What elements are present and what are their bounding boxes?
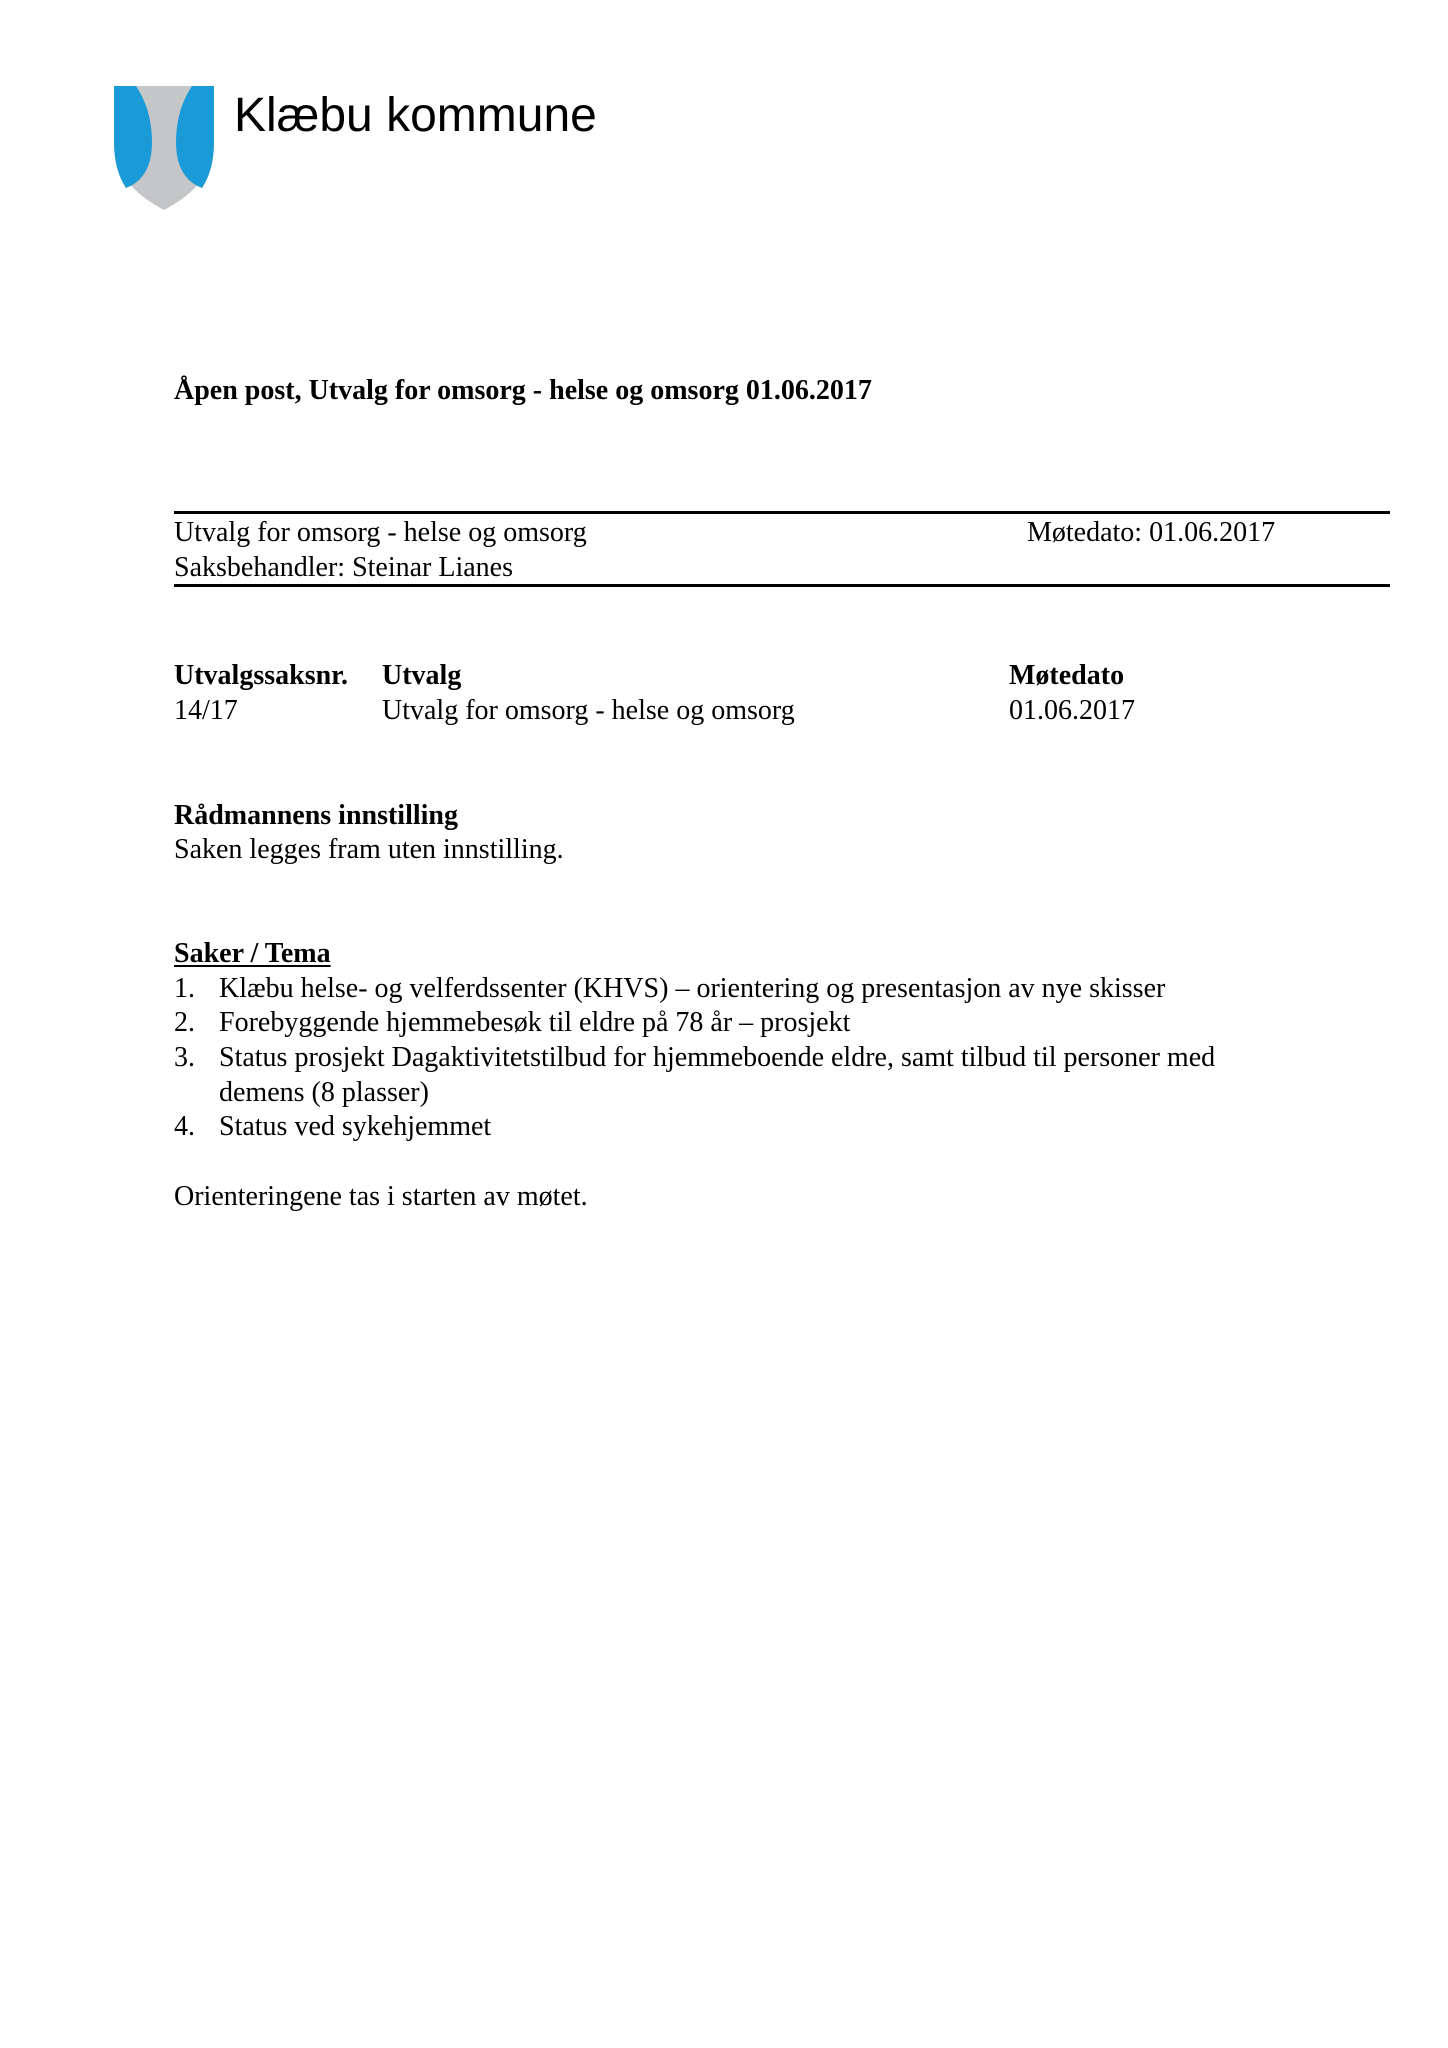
list-item: Forebyggende hjemmebesøk til eldre på 78 år – prosjekt [219, 1007, 851, 1038]
list-item-number: 1. [174, 973, 195, 1004]
recommendation-text: Saken legges fram uten innstilling. [174, 834, 564, 865]
cell-meeting-date: 01.06.2017 [1009, 695, 1135, 726]
recommendation-heading: Rådmannens innstilling [174, 800, 458, 831]
list-item: Status prosjekt Dagaktivitetstilbud for hjemmeboende eldre, samt tilbud til personer med [219, 1042, 1216, 1073]
cell-committee: Utvalg for omsorg - helse og omsorg [382, 695, 795, 726]
bottom-divider [174, 584, 1390, 587]
meeting-date: Møtedato: 01.06.2017 [1027, 517, 1276, 548]
municipality-name: Klæbu kommune [234, 89, 597, 142]
list-item-number: 3. [174, 1042, 195, 1073]
list-item-number: 2. [174, 1007, 195, 1038]
list-item: Klæbu helse- og velferdssenter (KHVS) – orientering og presentasjon av nye skisser [219, 973, 1166, 1004]
header-case-number: Utvalgssaksnr. [174, 660, 349, 691]
top-divider [174, 511, 1390, 514]
committee-name: Utvalg for omsorg - helse og omsorg [174, 517, 587, 548]
document-title: Åpen post, Utvalg for omsorg - helse og omsorg 01.06.2017 [174, 375, 872, 406]
header-meeting-date: Møtedato [1009, 660, 1125, 691]
topics-heading: Saker / Tema [174, 938, 331, 969]
cell-case-number: 14/17 [174, 695, 238, 726]
case-handler: Saksbehandler: Steinar Lianes [174, 552, 514, 583]
list-item-number: 4. [174, 1111, 195, 1142]
closing-note: Orienteringene tas i starten av møtet. [174, 1181, 588, 1212]
municipality-logo [112, 84, 216, 212]
list-item-continuation: demens (8 plasser) [219, 1077, 429, 1108]
list-item: Status ved sykehjemmet [219, 1111, 492, 1142]
klaebu-coat-of-arms-icon [112, 84, 216, 212]
header-committee: Utvalg [382, 660, 462, 691]
